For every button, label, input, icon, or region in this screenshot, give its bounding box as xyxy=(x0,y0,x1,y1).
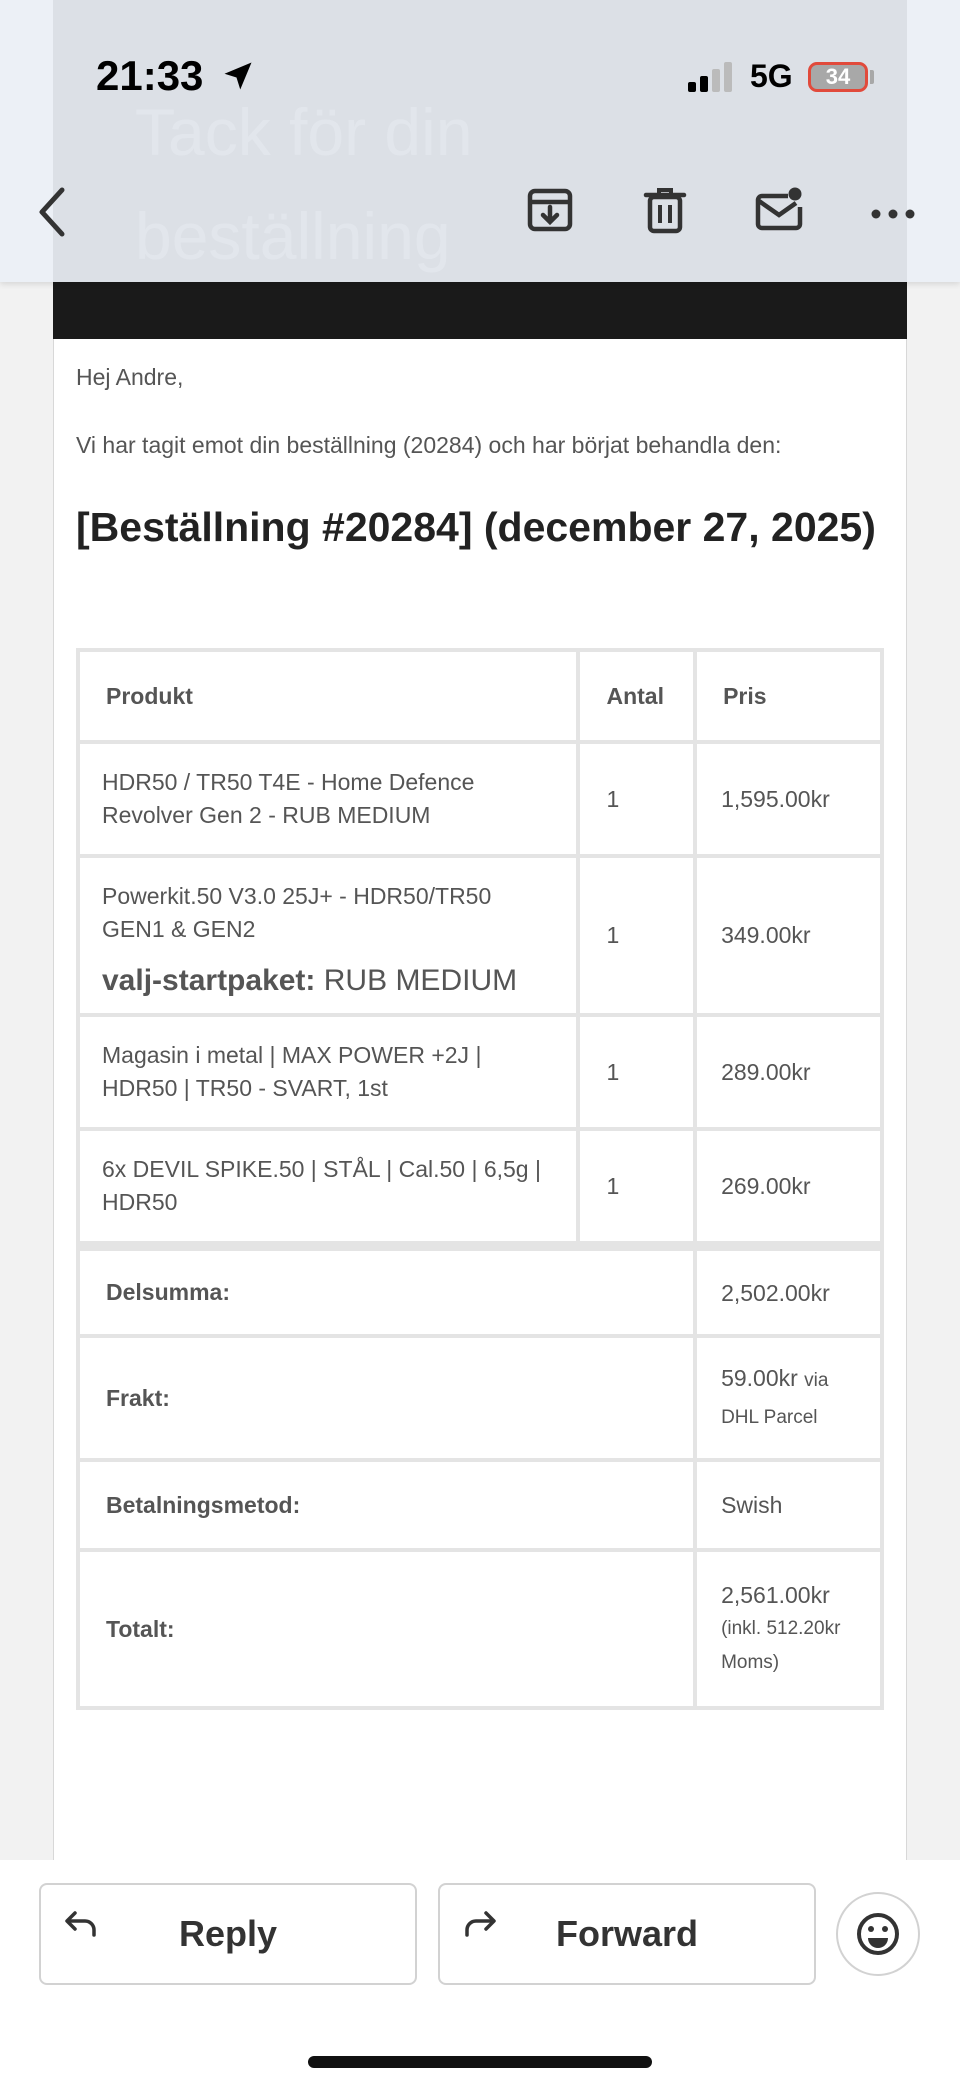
product-qty: 1 xyxy=(578,1015,695,1129)
subtotal-value: 2,502.00kr xyxy=(695,1246,882,1336)
emoji-icon xyxy=(856,1912,900,1956)
table-row xyxy=(78,1015,882,1129)
header-price: Pris xyxy=(695,650,882,742)
header-product: Produkt xyxy=(78,650,578,742)
payment-row xyxy=(78,1460,882,1550)
product-qty: 1 xyxy=(578,1129,695,1246)
table-row xyxy=(78,1129,882,1246)
product-price: 349.00kr xyxy=(695,856,882,1015)
email-intro: Vi har tagit emot din beställning (20284) och har börjat behandla den: xyxy=(76,432,782,458)
more-icon[interactable] xyxy=(868,185,918,235)
archive-icon[interactable] xyxy=(525,185,575,235)
location-arrow-icon xyxy=(220,58,256,94)
table-row xyxy=(78,856,882,1015)
product-price: 289.00kr xyxy=(695,1015,882,1129)
shipping-value: 59.00kr xyxy=(721,1365,798,1391)
emoji-reaction-button[interactable] xyxy=(836,1892,920,1976)
product-meta-key: valj-startpaket: xyxy=(102,964,316,997)
forward-label: Forward xyxy=(555,1913,698,1954)
subtotal-label: Delsumma: xyxy=(78,1246,695,1336)
mail-unread-icon[interactable] xyxy=(754,185,804,235)
forward-button[interactable] xyxy=(438,1883,816,1985)
total-note: (inkl. 512.20kr Moms) xyxy=(721,1618,841,1673)
table-row xyxy=(78,742,882,856)
product-name: HDR50 / TR50 T4E - Home Defence Revolver Gen 2 - RUB MEDIUM xyxy=(78,742,578,856)
product-cell xyxy=(78,856,578,1015)
shipping-method: via DHL Parcel xyxy=(721,1370,829,1428)
status-time: 21:33 xyxy=(96,52,204,99)
reply-label: Reply xyxy=(178,1913,278,1954)
signal-icon xyxy=(688,62,736,94)
shipping-row xyxy=(78,1336,882,1460)
chevron-left-icon[interactable] xyxy=(30,182,80,242)
battery-indicator xyxy=(808,62,868,92)
table-header-row xyxy=(78,650,882,742)
home-indicator xyxy=(308,2056,652,2068)
product-meta xyxy=(102,964,554,997)
shipping-cell xyxy=(695,1336,882,1460)
total-cell xyxy=(695,1550,882,1708)
battery-level: 34 xyxy=(825,64,851,89)
total-label: Totalt: xyxy=(78,1550,695,1708)
product-name: Powerkit.50 V3.0 25J+ - HDR50/TR50 GEN1 & GEN2 xyxy=(102,883,492,942)
payment-value: Swish xyxy=(695,1460,882,1550)
battery-tip xyxy=(870,70,874,84)
product-price: 1,595.00kr xyxy=(695,742,882,856)
reply-button[interactable] xyxy=(39,1883,417,1985)
product-name: Magasin i metal | MAX POWER +2J | HDR50 | TR50 - SVART, 1st xyxy=(78,1015,578,1129)
product-qty: 1 xyxy=(578,856,695,1015)
product-price: 269.00kr xyxy=(695,1129,882,1246)
payment-label: Betalningsmetod: xyxy=(78,1460,695,1550)
top-navigation-bar xyxy=(0,0,960,282)
trash-icon[interactable] xyxy=(640,185,690,235)
product-meta-value: RUB MEDIUM xyxy=(323,964,518,997)
network-label: 5G xyxy=(750,58,793,94)
subtotal-row xyxy=(78,1246,882,1336)
shipping-label: Frakt: xyxy=(78,1336,695,1460)
total-value: 2,561.00kr xyxy=(721,1582,830,1608)
product-qty: 1 xyxy=(578,742,695,856)
email-greeting: Hej Andre, xyxy=(76,364,184,390)
product-name: 6x DEVIL SPIKE.50 | STÅL | Cal.50 | 6,5g | HDR50 xyxy=(78,1129,578,1246)
total-row xyxy=(78,1550,882,1708)
header-qty: Antal xyxy=(578,650,695,742)
order-table xyxy=(76,648,884,1710)
order-heading: [Beställning #20284] (december 27, 2025) xyxy=(76,504,876,550)
